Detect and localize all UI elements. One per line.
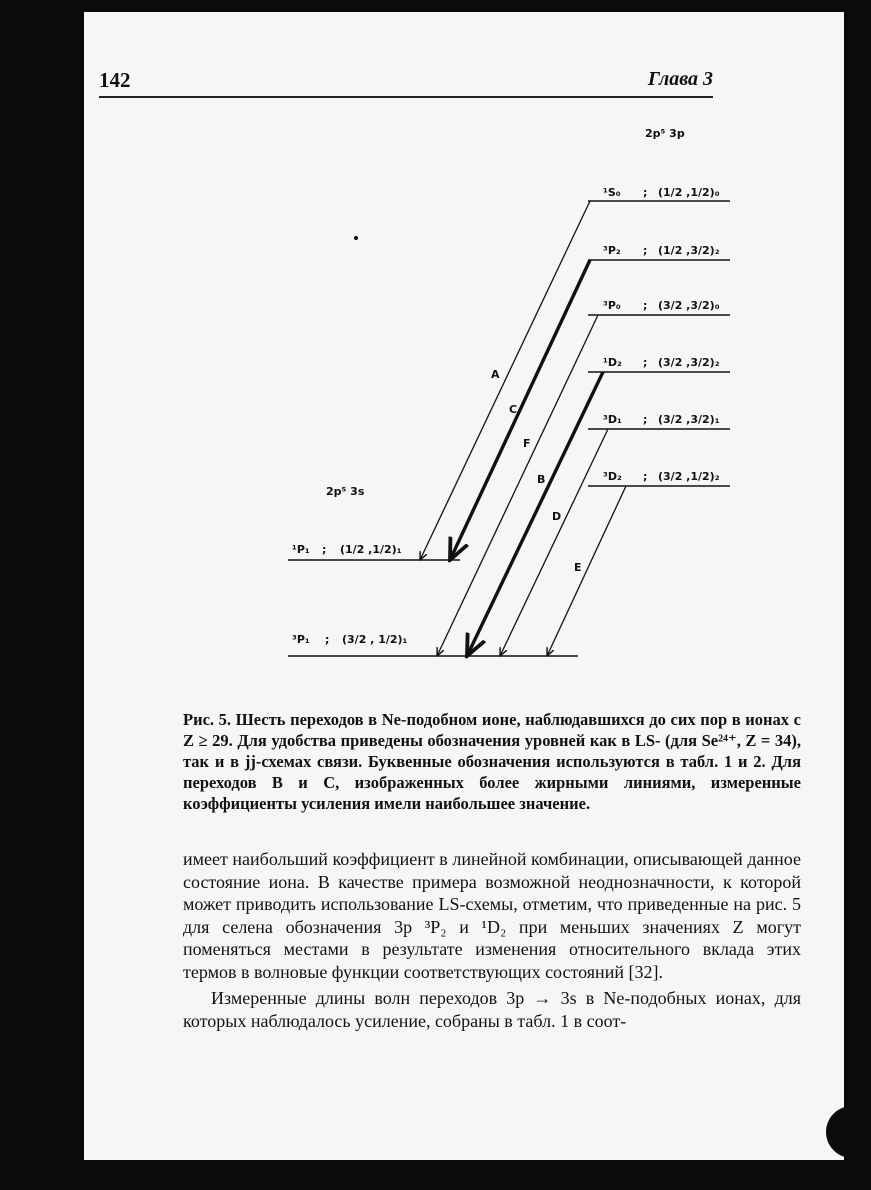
upper-level-jj: (3/2 ,1/2)₂: [658, 470, 720, 483]
upper-level-jj: (3/2 ,3/2)₁: [658, 413, 720, 426]
scan-blot: [848, 0, 871, 30]
upper-level-jj: (3/2 ,3/2)₀: [658, 299, 720, 312]
upper-level-jj: (3/2 ,3/2)₂: [658, 356, 720, 369]
lower-level-separator: ;: [322, 543, 327, 556]
speck: [354, 236, 358, 240]
transition-D: [500, 429, 608, 656]
paragraph: Измеренные длины волн переходов 3p → 3s в Ne-подобных ионах, для которых наблюдалось усиление, собраны в табл. 1 в соот-: [183, 988, 801, 1031]
transition-label: F: [523, 437, 531, 450]
upper-level-jj: (1/2 ,1/2)₀: [658, 186, 720, 199]
lower-config-label: 2p⁵ 3s: [326, 485, 365, 498]
lower-level-jj: (3/2 , 1/2)₁: [342, 633, 408, 646]
transition-label: C: [509, 403, 518, 416]
lower-level-jj: (1/2 ,1/2)₁: [340, 543, 402, 556]
scan-blot: [826, 1106, 871, 1158]
caption-label: Рис. 5.: [183, 710, 232, 729]
page-number: 142: [99, 68, 131, 92]
transition-F: [437, 315, 598, 656]
upper-config-label: 2p⁵ 3p: [645, 127, 685, 140]
upper-level-term: ¹D₂: [603, 356, 622, 369]
caption-text: Шесть переходов в Ne-подобном ионе, наблюдавшихся до сих пор в ионах с Z ≥ 29. Для удобства приведены обозначения уровней как в LS- (для Se²⁴⁺, Z = 34), так и в jj-схемах связи. Буквенные обозначения используются в табл. 1 и 2. Для переходов B и C, изображенных более жирными линиями, измеренные коэффициенты усиления имели наибольшее значение.: [183, 710, 801, 813]
upper-level-separator: ;: [643, 413, 648, 426]
paragraph: имеет наибольший коэффициент в линейной комбинации, описывающей данное состояние иона. В качестве примера возможной неоднозначности, к которой может приводить использование LS-схемы, отметим, что приведенные на рис. 5 для селена обозначения 3p ³P₂ и ¹D₂ при меньших значениях Z могут поменяться местами в результате изменения относительного вклада этих термов в волновые функции соответствующих состояний [32].: [183, 849, 801, 982]
upper-level-term: ³D₁: [603, 413, 622, 426]
upper-level-term: ³P₂: [603, 244, 621, 257]
upper-level-separator: ;: [643, 356, 648, 369]
transition-B: [467, 372, 603, 656]
upper-level-term: ¹S₀: [603, 186, 621, 199]
upper-level-separator: ;: [643, 244, 648, 257]
upper-level-term: ³P₀: [603, 299, 621, 312]
lower-level-term: ³P₁: [292, 633, 310, 646]
transition-label: A: [491, 368, 500, 381]
figure-caption: [183, 709, 801, 814]
transition-label: D: [552, 510, 562, 523]
body-text: [183, 848, 801, 1032]
upper-level-separator: ;: [643, 470, 648, 483]
transition-C: [450, 260, 590, 560]
chapter-title: Глава 3: [647, 68, 713, 90]
transition-label: B: [537, 473, 546, 486]
upper-level-jj: (1/2 ,3/2)₂: [658, 244, 720, 257]
lower-level-term: ¹P₁: [292, 543, 310, 556]
transition-label: E: [574, 561, 582, 574]
upper-level-term: ³D₂: [603, 470, 622, 483]
upper-level-separator: ;: [643, 299, 648, 312]
transition-A: [420, 201, 590, 560]
lower-level-separator: ;: [325, 633, 330, 646]
upper-level-separator: ;: [643, 186, 648, 199]
energy-level-diagram: [84, 12, 844, 702]
